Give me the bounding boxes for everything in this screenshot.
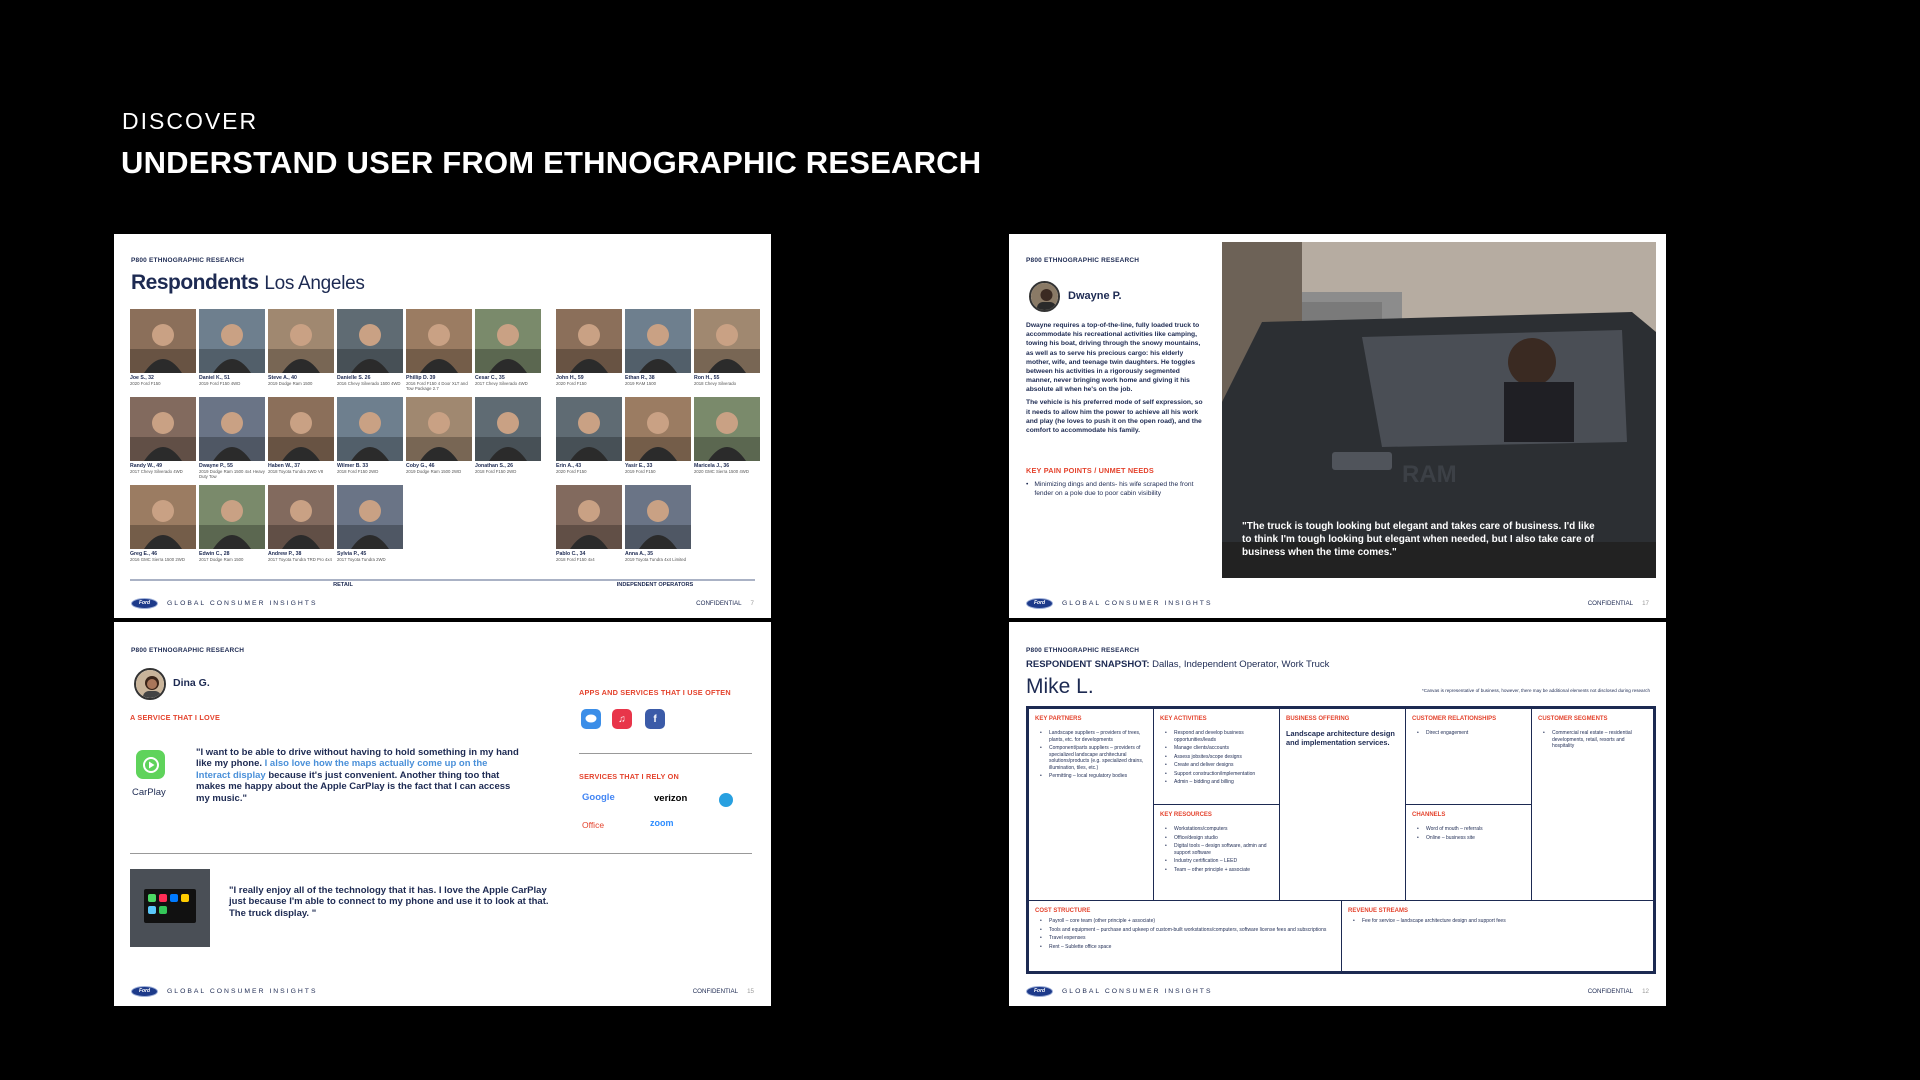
- confidential-label: CONFIDENTIAL: [696, 599, 742, 607]
- respondent-vehicle: 2017 Toyota Tundra TRD Pro 4x4: [268, 556, 332, 562]
- retail-divider: [130, 579, 556, 581]
- footer-brand: GLOBAL CONSUMER INSIGHTS: [1062, 987, 1213, 995]
- svg-text:RAM: RAM: [1402, 461, 1457, 488]
- slide-business-canvas[interactable]: [1009, 622, 1666, 1006]
- respondent-vehicle: 2018 Chevy Silverado: [694, 380, 737, 386]
- slide-tag: P800 ETHNOGRAPHIC RESEARCH: [131, 257, 245, 264]
- canvas-item: • Word of mouth – referrals: [1412, 826, 1525, 833]
- slide-footer: [1026, 596, 1649, 610]
- respondent-vehicle: 2019 Ford F150 4WD: [199, 380, 241, 386]
- facebook-app-icon: f: [645, 709, 665, 729]
- respondent-name: Ron H., 55: [694, 375, 720, 381]
- respondent-name: Haben W., 37: [268, 463, 300, 469]
- slide-title: [131, 271, 365, 295]
- section-eyebrow: DISCOVER: [122, 108, 259, 134]
- respondent-card: [268, 309, 334, 387]
- slide-dina-profile[interactable]: [114, 622, 771, 1006]
- respondent-card: [556, 485, 622, 563]
- confidential-label: CONFIDENTIAL: [1587, 599, 1634, 607]
- business-model-canvas: [1026, 706, 1656, 974]
- canvas-item: • Permitting – local regulatory bodies: [1035, 773, 1147, 780]
- canvas-item: • Travel expenses: [1035, 935, 1335, 942]
- respondent-vehicle: 2019 RAM 1500: [625, 380, 657, 386]
- cell-key-activities: KEY ACTIVITIES • Respond and develop business opportunities/leads • Manage clients/accounts • Assess jobsites/scope designs • Create and deliver designs • Support construction/implementation • Admin – bidding and billing: [1153, 708, 1280, 805]
- avatar: [134, 668, 166, 700]
- respondent-vehicle: 2017 Chevy Silverado 4WD: [130, 468, 183, 474]
- respondent-name: Greg E., 46: [130, 551, 158, 557]
- page-number: 12: [1642, 987, 1649, 995]
- respondent-name: Mike L.: [1026, 675, 1094, 698]
- ford-logo: Ford: [1026, 986, 1053, 997]
- respondent-photo: [130, 397, 196, 461]
- respondent-vehicle: 2018 Ford F150 4x4: [556, 556, 595, 562]
- cell-business-offering: BUSINESS OFFERING Landscape architecture design and implementation services.: [1279, 708, 1406, 901]
- respondent-card: [337, 397, 403, 475]
- respondent-card: [268, 397, 334, 475]
- respondent-name: Daniel K., 51: [199, 375, 230, 381]
- respondent-name: Erin A., 43: [556, 463, 582, 469]
- respondent-photo: [130, 309, 196, 373]
- respondent-card: [199, 485, 265, 563]
- respondent-name: Anna A., 35: [625, 551, 654, 557]
- retail-label: RETAIL: [333, 582, 353, 588]
- respondent-vehicle: 2020 Ford F150: [130, 380, 161, 386]
- ford-logo: Ford: [131, 598, 158, 609]
- canvas-item: • Fee for service – landscape architecture design and support fees: [1348, 918, 1647, 925]
- truck-quote: "The truck is tough looking but elegant and takes care of business. I'd like to think I'm tough looking but elegant when needed, but I also take care of business when the time comes.": [1242, 521, 1595, 558]
- page-number: 15: [747, 987, 754, 995]
- respondent-photo: [406, 309, 472, 373]
- independent-divider: [555, 579, 755, 581]
- respondent-photo: [556, 485, 622, 549]
- independent-label: INDEPENDENT OPERATORS: [616, 582, 694, 588]
- respondent-name: Dwayne P.: [1068, 290, 1122, 302]
- respondent-name: Dwayne P., 55: [199, 463, 233, 469]
- respondent-card: [199, 397, 265, 480]
- respondent-name: Coby G., 46: [406, 463, 435, 469]
- respondent-card: [475, 309, 541, 387]
- respondent-vehicle: 2017 Toyota Tundra 2WD: [337, 556, 386, 562]
- respondent-card: [337, 485, 403, 563]
- canvas-item: • Direct engagement: [1412, 730, 1525, 737]
- carplay-label: CarPlay: [132, 787, 166, 798]
- respondent-description: [1026, 321, 1204, 435]
- respondent-vehicle: 2019 Ford F150: [625, 468, 656, 474]
- slide-footer: [1026, 984, 1649, 998]
- respondent-photo: [625, 309, 691, 373]
- respondent-snapshot: RESPONDENT SNAPSHOT: Dallas, Independent Operator, Work Truck: [1026, 659, 1330, 670]
- respondent-vehicle: 2020 Ford F150: [556, 468, 587, 474]
- respondent-name: Sylvia P., 45: [337, 551, 367, 557]
- canvas-item: • Assess jobsites/scope designs: [1160, 754, 1273, 761]
- quote-divider: [130, 853, 752, 854]
- canvas-item: • Industry certification – LEED: [1160, 858, 1273, 865]
- slide-tag: P800 ETHNOGRAPHIC RESEARCH: [1026, 257, 1140, 264]
- canvas-item: • Manage clients/accounts: [1160, 745, 1273, 752]
- respondent-card: [556, 397, 622, 475]
- respondent-vehicle: 2019 Dodge Ram 1500 4x4 Heavy Duty Tow: [199, 468, 265, 479]
- footer-brand: GLOBAL CONSUMER INSIGHTS: [167, 599, 318, 607]
- respondent-card: [130, 309, 196, 387]
- respondent-vehicle: 2016 Chevy Silverado 1500 4WD: [337, 380, 401, 386]
- quote-highlight: I also love how the maps actually come up on the Interact display: [196, 758, 488, 781]
- slide-tag: P800 ETHNOGRAPHIC RESEARCH: [131, 647, 245, 654]
- respondent-photo: [406, 397, 472, 461]
- respondent-card: [556, 309, 622, 387]
- services-divider: [579, 753, 752, 754]
- page-number: 17: [1642, 599, 1649, 607]
- page-number: 7: [750, 599, 754, 607]
- respondent-card: [475, 397, 541, 475]
- respondent-name: Steve A., 40: [268, 375, 297, 381]
- respondent-card: [625, 309, 691, 387]
- footer-brand: GLOBAL CONSUMER INSIGHTS: [167, 987, 318, 995]
- cell-channels: CHANNELS • Word of mouth – referrals • Online – business site: [1405, 804, 1532, 901]
- respondent-name: John H., 59: [556, 375, 584, 381]
- respondent-photo: [268, 397, 334, 461]
- respondent-photo: [556, 397, 622, 461]
- canvas-item: • Respond and develop business opportunities/leads: [1160, 730, 1273, 743]
- canvas-item: • Office/design studio: [1160, 835, 1273, 842]
- respondent-name: Phillip D. 39: [406, 375, 436, 381]
- title-location: Los Angeles: [264, 273, 365, 294]
- respondent-photo: [556, 309, 622, 373]
- respondent-vehicle: 2016 Ford F150 4 Door XLT and Tow Package 2.7: [406, 380, 468, 391]
- carplay-icon: [136, 750, 165, 779]
- cell-cost-structure: COST STRUCTURE • Payroll – core team (other principle + associate) • Tools and equipment – purchase and upkeep of custom-built workstations/computers, software license fees and subscriptions • Travel expenses • Rent – Sublette office space: [1028, 900, 1342, 972]
- canvas-item: • Digital tools – design software, admin and support software: [1160, 843, 1273, 856]
- canvas-item: • Team – other principle + associate: [1160, 867, 1273, 874]
- service-heading: A SERVICE THAT I LOVE: [130, 713, 221, 722]
- pain-point-item: • Minimizing dings and dents- his wife scraped the front fender on a pole due to poor cabin visibility: [1026, 481, 1194, 497]
- canvas-item: • Support construction/implementation: [1160, 771, 1273, 778]
- respondent-name: Pablo C., 34: [556, 551, 586, 557]
- respondent-name: Edwin C., 28: [199, 551, 230, 557]
- canvas-item: • Landscape suppliers – providers of trees, plants, etc. for developments: [1035, 730, 1147, 743]
- description-para-1: Dwayne requires a top-of-the-line, fully loaded truck to accommodate his recreational activities like camping, towing his boat, driving through the snowy mountains, as well as to serve his precious cargo: his elderly mother, wife, and teenage twin daughters. He toggles between his activities in a rigorously segmented manner, never bringing work home and giving it his absolute all when he's on the job.: [1026, 322, 1201, 394]
- respondent-photo: [130, 485, 196, 549]
- canvas-item: • Online – business site: [1412, 835, 1525, 842]
- respondent-vehicle: 2018 Ford F150 2WD: [475, 468, 517, 474]
- service-verizon: verizon: [654, 793, 688, 804]
- respondent-vehicle: 2018 Ford F150 2WD: [337, 468, 379, 474]
- respondent-vehicle: 2017 Chevy Silverado 4WD: [475, 380, 528, 386]
- canvas-item: • Rent – Sublette office space: [1035, 944, 1335, 951]
- respondent-card: [694, 309, 760, 387]
- cell-revenue-streams: REVENUE STREAMS • Fee for service – landscape architecture design and support fees: [1341, 900, 1654, 972]
- respondent-card: [406, 309, 472, 392]
- respondent-card: [406, 397, 472, 475]
- music-app-icon: ♫: [612, 709, 632, 729]
- respondent-photo: [625, 485, 691, 549]
- pain-points-heading: KEY PAIN POINTS / UNMET NEEDS: [1026, 466, 1154, 475]
- slide-footer: [131, 596, 754, 610]
- respondent-photo: [199, 485, 265, 549]
- respondent-photo: [337, 309, 403, 373]
- respondent-vehicle: 2020 GMC Sierra 1500 4WD: [694, 468, 749, 474]
- cell-key-partners: KEY PARTNERS • Landscape suppliers – providers of trees, plants, etc. for developments • Component/parts suppliers – providers of specialized landscape architectural solutions/products (e.g. specialized drains, illumination, tiles, etc.) • Permitting – local regulatory bodies: [1028, 708, 1154, 901]
- ford-logo: Ford: [131, 986, 158, 997]
- page-headline: UNDERSTAND USER FROM ETHNOGRAPHIC RESEARCH: [121, 145, 982, 180]
- description-para-2: The vehicle is his preferred mode of self expression, so it needs to allow him the power to achieve all his work and play (he loves to push it on the open road), and the comfort to accommodate his family.: [1026, 399, 1203, 434]
- respondent-card: [130, 397, 196, 475]
- carplay-quote: "I want to be able to drive without having to hold something in my hand like my phone. I also love how the maps actually come up on the Interact display because it's just convenient. Another thing too that makes me happy about the Apple CarPlay is the fact that I can access my music.": [196, 747, 519, 804]
- respondent-photo: [337, 485, 403, 549]
- apps-heading: APPS AND SERVICES THAT I USE OFTEN: [579, 688, 731, 697]
- slide-dwayne-profile[interactable]: [1009, 234, 1666, 618]
- respondent-vehicle: 2020 Ford F150: [556, 380, 587, 386]
- respondent-name: Randy W., 49: [130, 463, 162, 469]
- avatar: [1029, 281, 1060, 312]
- respondent-vehicle: 2018 Toyota Tundra 2WD V8: [268, 468, 324, 474]
- respondent-name: Ethan R., 38: [625, 375, 655, 381]
- service-zoom: zoom: [650, 818, 674, 828]
- respondent-card: [199, 309, 265, 387]
- respondent-name: Jonathan S., 26: [475, 463, 514, 469]
- respondent-photo: [337, 397, 403, 461]
- respondent-name: Andrew P., 38: [268, 551, 302, 557]
- canvas-note: *Canvas is representative of business, however, there may be additional elements not disclosed during research: [1421, 688, 1650, 693]
- respondent-name: Cesar C., 35: [475, 375, 505, 381]
- respondent-photo: [475, 309, 541, 373]
- respondent-photo: [199, 309, 265, 373]
- service-office: Office: [582, 820, 605, 830]
- respondent-vehicle: 2019 Dodge Ram 1500: [268, 380, 313, 386]
- messages-app-icon: [581, 709, 601, 729]
- respondent-name: Maricela J., 36: [694, 463, 730, 469]
- respondent-photo: [268, 309, 334, 373]
- respondent-vehicle: 2016 GMC Sierra 1500 2WD: [130, 556, 185, 562]
- respondent-photo: [475, 397, 541, 461]
- respondent-photo: [625, 397, 691, 461]
- ford-logo: Ford: [1026, 598, 1053, 609]
- respondent-vehicle: 2019 Dodge Ram 1500 2WD: [406, 468, 462, 474]
- footer-brand: GLOBAL CONSUMER INSIGHTS: [1062, 599, 1213, 607]
- canvas-item: • Component/parts suppliers – providers of specialized landscape architectural solutions/products (e.g. specialized drains, illumination, tiles, etc.): [1035, 745, 1147, 771]
- respondent-photo: [694, 397, 760, 461]
- canvas-item: • Tools and equipment – purchase and upkeep of custom-built workstations/computers, software license fees and subscriptions: [1035, 927, 1335, 934]
- respondent-name: Yasir E., 33: [625, 463, 653, 469]
- carplay-dashboard-photo: [130, 869, 210, 947]
- respondent-card: [268, 485, 334, 563]
- canvas-item: • Commercial real estate – residential developments, retail, resorts and hospitality: [1538, 730, 1647, 750]
- cell-customer-segments: CUSTOMER SEGMENTS • Commercial real estate – residential developments, retail, resorts and hospitality: [1531, 708, 1654, 901]
- respondent-name: Dina G.: [173, 677, 210, 689]
- respondent-name: Wilmer B. 33: [337, 463, 369, 469]
- cell-customer-relationships: CUSTOMER RELATIONSHIPS • Direct engagement: [1405, 708, 1532, 805]
- respondent-vehicle: 2017 Dodge Ram 1500: [199, 556, 244, 562]
- canvas-item: • Workstations/computers: [1160, 826, 1273, 833]
- respondent-card: [337, 309, 403, 387]
- respondent-photo: [694, 309, 760, 373]
- slide-tag: P800 ETHNOGRAPHIC RESEARCH: [1026, 647, 1140, 654]
- respondent-name: Danielle S. 26: [337, 375, 371, 381]
- respondent-card: [625, 485, 691, 563]
- respondent-card: [625, 397, 691, 475]
- respondent-vehicle: 2019 Toyota Tundra 4x4 Limited: [625, 556, 687, 562]
- respondent-name: Joe S., 32: [130, 375, 154, 381]
- slide-footer: [131, 984, 754, 998]
- slide-respondents[interactable]: [114, 234, 771, 618]
- services-heading: SERVICES THAT I RELY ON: [579, 772, 680, 781]
- respondent-card: [130, 485, 196, 563]
- truck-photo: [1222, 242, 1656, 578]
- title-bold: Respondents: [131, 271, 259, 294]
- respondent-photo: [268, 485, 334, 549]
- confidential-label: CONFIDENTIAL: [692, 987, 739, 995]
- canvas-item: • Payroll – core team (other principle + associate): [1035, 918, 1335, 925]
- respondent-photo: [199, 397, 265, 461]
- canvas-item: • Admin – bidding and billing: [1160, 779, 1273, 786]
- canvas-item: • Create and deliver designs: [1160, 762, 1273, 769]
- truck-display-quote: "I really enjoy all of the technology that it has. I love the Apple CarPlay just because I'm able to connect to my phone and use it to look at that. The truck display. ": [229, 885, 549, 919]
- att-icon: [719, 793, 733, 807]
- service-google: Google: [582, 792, 615, 803]
- respondent-card: [694, 397, 760, 475]
- confidential-label: CONFIDENTIAL: [1587, 987, 1634, 995]
- cell-key-resources: KEY RESOURCES • Workstations/computers • Office/design studio • Digital tools – design software, admin and support software • Industry certification – LEED • Team – other principle + associate: [1153, 804, 1280, 901]
